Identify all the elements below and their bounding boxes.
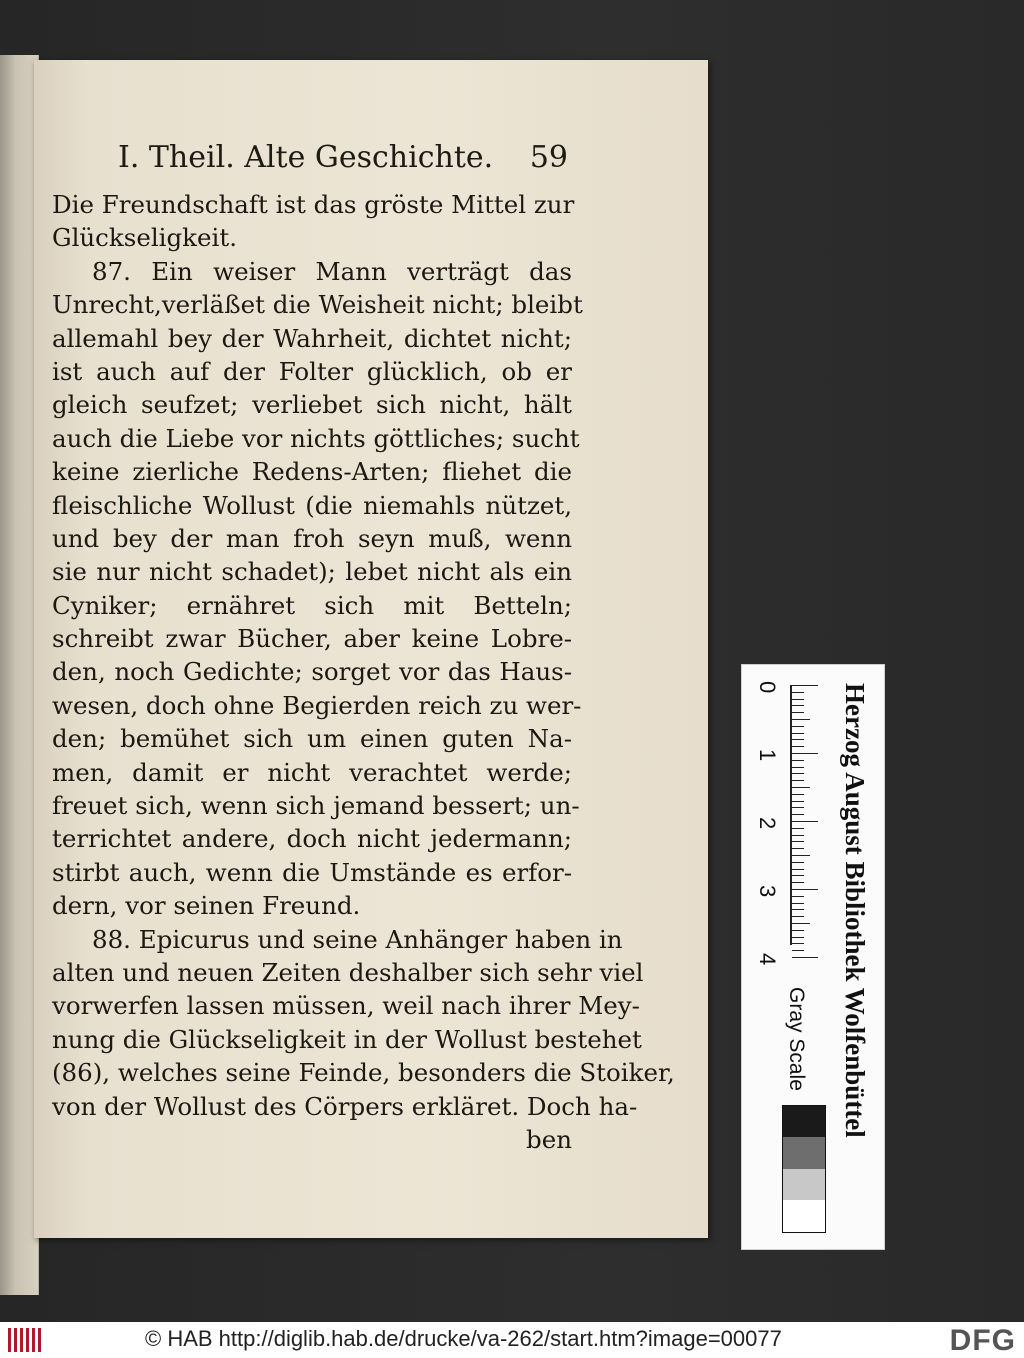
ruler-tick xyxy=(792,957,818,958)
text-line: keine zierliche Redens-Arten; fliehet die xyxy=(52,457,572,487)
ruler-tick xyxy=(792,801,804,802)
swatch-dark-gray xyxy=(783,1137,825,1169)
ruler-tick xyxy=(792,780,804,781)
ruler-tick xyxy=(792,943,804,944)
ruler-tick xyxy=(792,685,818,686)
ruler-label: 3 xyxy=(755,885,780,898)
ruler-tick xyxy=(792,930,804,931)
text-line: (86), welches seine Feinde, besonders die Stoiker, xyxy=(52,1058,675,1088)
gray-scale-label: Gray Scale xyxy=(785,987,808,1091)
institution-name: Herzog August Bibliothek Wolfenbüttel xyxy=(840,683,870,1138)
ruler-label: 4 xyxy=(755,953,780,966)
swatch-black xyxy=(783,1106,825,1137)
ruler-tick xyxy=(792,794,804,795)
ruler xyxy=(790,685,818,945)
text-line: allemahl bey der Wahrheit, dichtet nicht; xyxy=(52,323,572,353)
text-line: fleischliche Wollust (die niemahls nützet, xyxy=(52,490,572,520)
color-scale-card xyxy=(741,664,885,1250)
ruler-tick xyxy=(792,719,810,720)
ruler-label: 0 xyxy=(755,681,780,694)
ruler-tick xyxy=(792,692,804,693)
ruler-tick xyxy=(792,869,804,870)
running-head xyxy=(118,140,568,184)
text-line: freuet sich, wenn sich jemand bessert; un- xyxy=(52,791,580,821)
ruler-tick xyxy=(792,821,818,822)
ruler-tick xyxy=(792,746,804,747)
ruler-tick xyxy=(792,855,810,856)
ruler-tick xyxy=(792,896,804,897)
text-line: Cyniker; ernähret sich mit Betteln; xyxy=(52,590,572,620)
ruler-tick xyxy=(792,923,810,924)
ruler-tick xyxy=(792,889,818,890)
ruler-tick xyxy=(792,726,804,727)
footer-bar xyxy=(0,1322,1024,1358)
ruler-tick xyxy=(792,753,818,754)
catchword: ben xyxy=(526,1124,572,1154)
text-line: auch die Liebe vor nichts göttliches; sucht xyxy=(52,423,580,453)
ruler-tick xyxy=(792,848,804,849)
text-line: gleich seufzet; verliebet sich nicht, hält xyxy=(52,390,572,420)
text-line: ist auch auf der Folter glücklich, ob er xyxy=(52,356,572,386)
gray-swatches xyxy=(782,1105,826,1233)
ruler-tick xyxy=(792,733,804,734)
swatch-white xyxy=(783,1200,825,1232)
ruler-tick xyxy=(792,739,804,740)
text-line: Glückseligkeit. xyxy=(52,223,237,253)
ruler-tick xyxy=(792,903,804,904)
text-line: sie nur nicht schadet); lebet nicht als ein xyxy=(52,557,572,587)
ruler-tick xyxy=(792,814,804,815)
ruler-tick xyxy=(792,950,804,951)
page-number: 59 xyxy=(529,140,568,175)
text-line: terrichtet andere, doch nicht jedermann; xyxy=(52,824,572,854)
text-line: Unrecht,verläßet die Weisheit nicht; bleibt xyxy=(52,290,583,320)
ruler-label: 2 xyxy=(755,817,780,830)
text-line: den; bemühet sich um einen guten Na- xyxy=(52,724,572,754)
ruler-label: 1 xyxy=(755,749,780,762)
text-line: den, noch Gedichte; sorget vor das Haus- xyxy=(52,657,572,687)
ruler-tick xyxy=(792,882,804,883)
ruler-tick xyxy=(792,705,804,706)
page-text xyxy=(52,188,675,1156)
dfg-logo: DFG xyxy=(949,1324,1016,1357)
copyright-url[interactable]: © HAB http://diglib.hab.de/drucke/va-262/start.htm?image=00077 xyxy=(145,1326,782,1351)
text-line: men, damit er nicht verachtet werde; xyxy=(52,757,572,787)
text-line: und bey der man froh seyn muß, wenn xyxy=(52,523,572,553)
text-line: 87. Ein weiser Mann verträgt das xyxy=(92,256,572,286)
ruler-tick xyxy=(792,712,804,713)
text-line: stirbt auch, wenn die Umstände es erfor- xyxy=(52,857,572,887)
text-line: alten und neuen Zeiten deshalber sich sehr viel xyxy=(52,957,644,987)
text-line: 88. Epicurus und seine Anhänger haben in xyxy=(92,924,623,954)
text-line: nung die Glückseligkeit in der Wollust bestehet xyxy=(52,1024,642,1054)
ruler-tick xyxy=(792,699,804,700)
ruler-tick xyxy=(792,807,804,808)
ruler-tick xyxy=(792,937,804,938)
text-line: Die Freundschaft ist das gröste Mittel zur xyxy=(52,190,575,219)
ruler-tick xyxy=(792,841,804,842)
text-line: vorwerfen lassen müssen, weil nach ihrer Mey- xyxy=(52,991,640,1021)
text-line: von der Wollust des Cörpers erkläret. Doch ha- xyxy=(52,1091,638,1121)
ruler-tick xyxy=(792,760,804,761)
ruler-tick xyxy=(792,828,804,829)
ruler-tick xyxy=(792,835,804,836)
ruler-tick xyxy=(792,909,804,910)
swatch-light-gray xyxy=(783,1169,825,1200)
ruler-tick xyxy=(792,773,804,774)
hab-logo-icon xyxy=(8,1328,42,1352)
ruler-tick xyxy=(792,767,804,768)
text-line: schreibt zwar Bücher, aber keine Lobre- xyxy=(52,624,572,654)
ruler-tick xyxy=(792,916,804,917)
text-line: dern, vor seinen Freund. xyxy=(52,891,361,921)
ruler-tick xyxy=(792,862,804,863)
ruler-tick xyxy=(792,787,810,788)
running-head-title: I. Theil. Alte Geschichte. xyxy=(118,140,494,175)
ruler-tick xyxy=(792,875,804,876)
text-line: wesen, doch ohne Begierden reich zu wer- xyxy=(52,690,582,720)
